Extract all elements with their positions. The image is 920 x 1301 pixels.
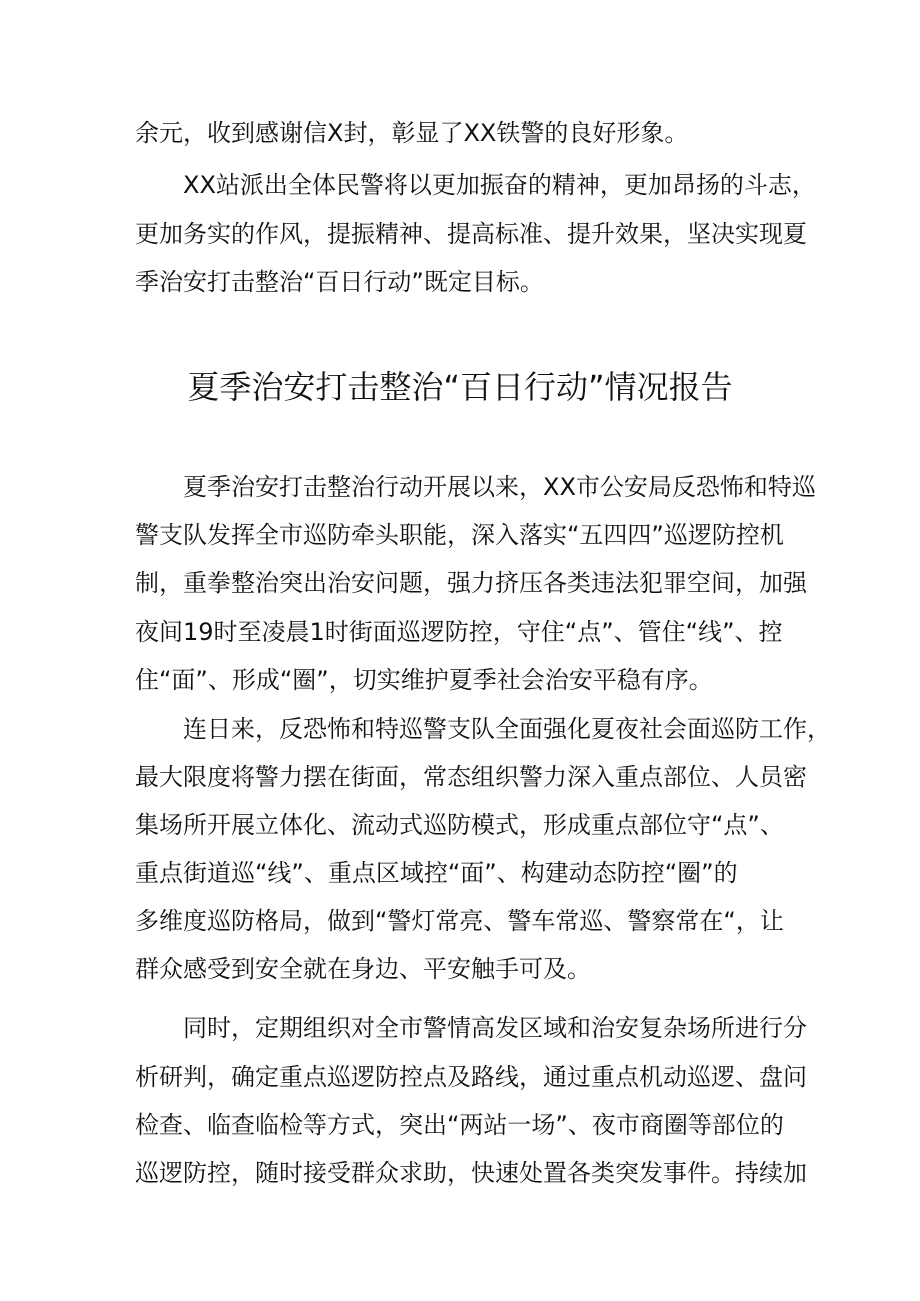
paragraph-1-line: 住“面”、形成“圈”，切实维护夏季社会治安平稳有序。 [135,666,713,694]
paragraph-2-line: 群众感受到安全就在身边、平安触手可及。 [135,955,591,983]
paragraph-1-line: 夜间19时至凌晨1时街面巡逻防控，守住“点”、管住“线”、控 [135,618,783,646]
paragraph-2-line: 重点街道巡“线”、重点区域控“面”、构建动态防控“圈”的 [135,859,738,887]
paragraph-3-line: 检查、临查临检等方式，突出“两站一场”、夜市商圈等部位的 [135,1111,784,1139]
closing-paragraph-line: XX站派出全体民警将以更加振奋的精神，更加昂扬的斗志， [183,171,816,199]
paragraph-1-line: 制，重拳整治突出治安问题，强力挤压各类违法犯罪空间，加强 [135,569,807,597]
paragraph-2-line: 最大限度将警力摆在街面，常态组织警力深入重点部位、人员密 [135,763,807,791]
closing-paragraph-line: 更加务实的作风，提振精神、提高标准、提升效果，坚决实现夏 [135,220,807,248]
report-title: 夏季治安打击整治“百日行动”情况报告 [187,368,733,406]
paragraph-1-line: 警支队发挥全市巡防牵头职能，深入落实“五四四”巡逻防控机 [135,521,784,549]
paragraph-3-line: 析研判，确定重点巡逻防控点及路线，通过重点机动巡逻、盘问 [135,1063,807,1091]
paragraph-2-line: 连日来，反恐怖和特巡警支队全面强化夏夜社会面巡防工作， [183,715,831,743]
paragraph-2-line: 多维度巡防格局，做到“警灯常亮、警车常巡、警察常在“，让 [135,907,784,935]
paragraph-1-line: 夏季治安打击整治行动开展以来，XX市公安局反恐怖和特巡 [183,473,816,501]
paragraph-3-line: 同时，定期组织对全市警情高发区域和治安复杂场所进行分 [183,1014,807,1042]
paragraph-3-line: 巡逻防控，随时接受群众求助，快速处置各类突发事件。持续加 [135,1159,807,1187]
paragraph-2-line: 集场所开展立体化、流动式巡防模式，形成重点部位守“点”、 [135,811,784,839]
closing-paragraph-line: 季治安打击整治“百日行动”既定目标。 [135,268,544,296]
continuation-line: 余元，收到感谢信X封，彰显了XX铁警的良好形象。 [135,119,689,147]
